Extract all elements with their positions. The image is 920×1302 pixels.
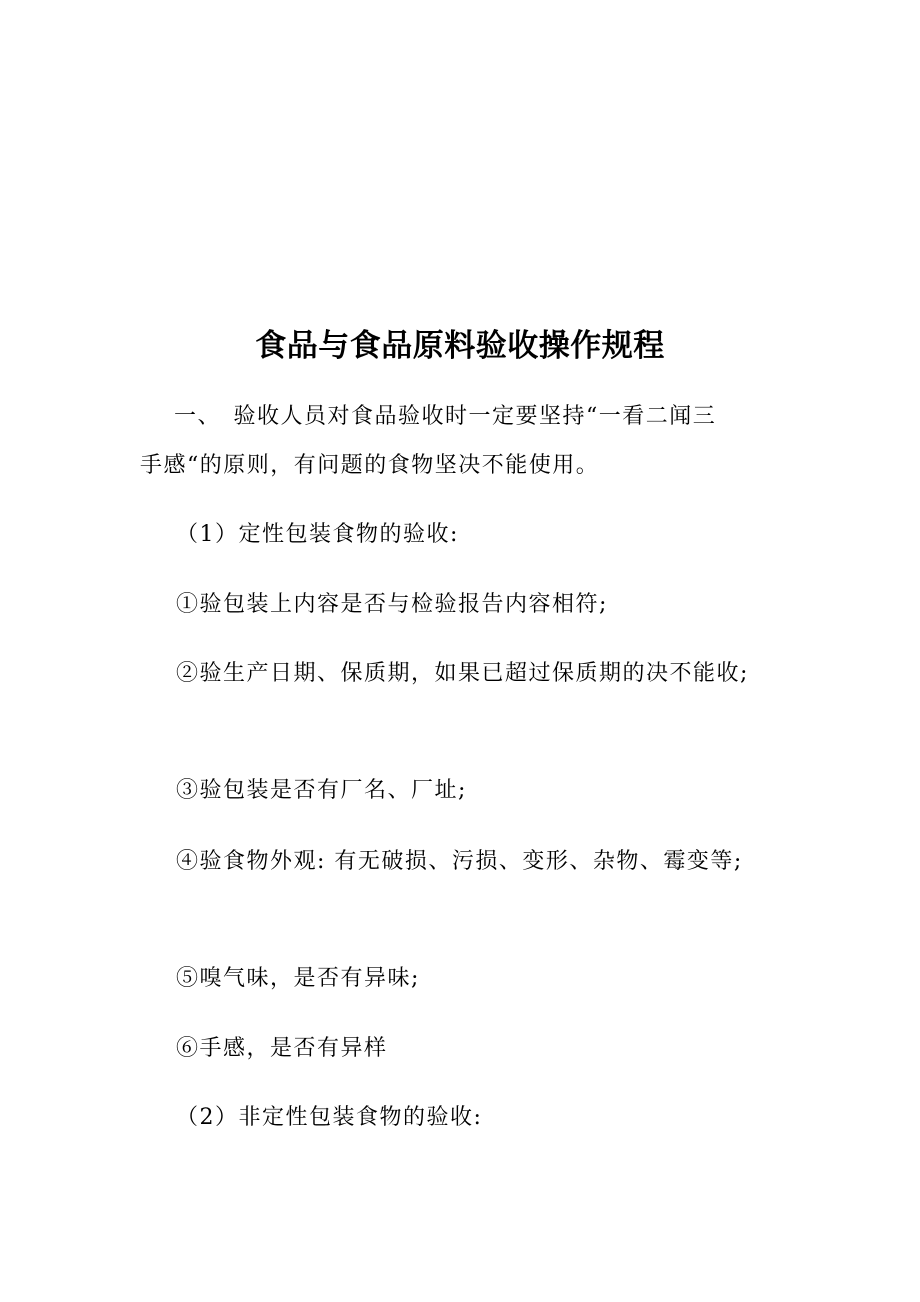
document-title: 食品与食品原料验收操作规程 — [255, 328, 665, 364]
intro-paragraph-line-1: 一、 验收人员对食品验收时一定要坚持“一看二闻三 — [174, 404, 717, 429]
intro-paragraph-line-2: 手感“的原则，有问题的食物坚决不能使用。 — [140, 453, 600, 478]
section-1-item-4: ④验食物外观: 有无破损、污损、变形、杂物、霉变等; — [176, 849, 743, 874]
section-1-item-3: ③验包装是否有厂名、厂址; — [176, 778, 467, 803]
section-1-item-2: ②验生产日期、保质期，如果已超过保质期的决不能收; — [176, 661, 749, 686]
section-1-heading: （1）定性包装食物的验收: — [176, 522, 459, 547]
section-1-item-6: ⑥手感，是否有异样 — [176, 1036, 388, 1061]
section-1-item-1: ①验包装上内容是否与检验报告内容相符; — [176, 592, 608, 617]
section-1-item-5: ⑤嗅气味，是否有异味; — [176, 966, 420, 991]
section-2-heading: （2）非定性包装食物的验收: — [176, 1105, 483, 1130]
